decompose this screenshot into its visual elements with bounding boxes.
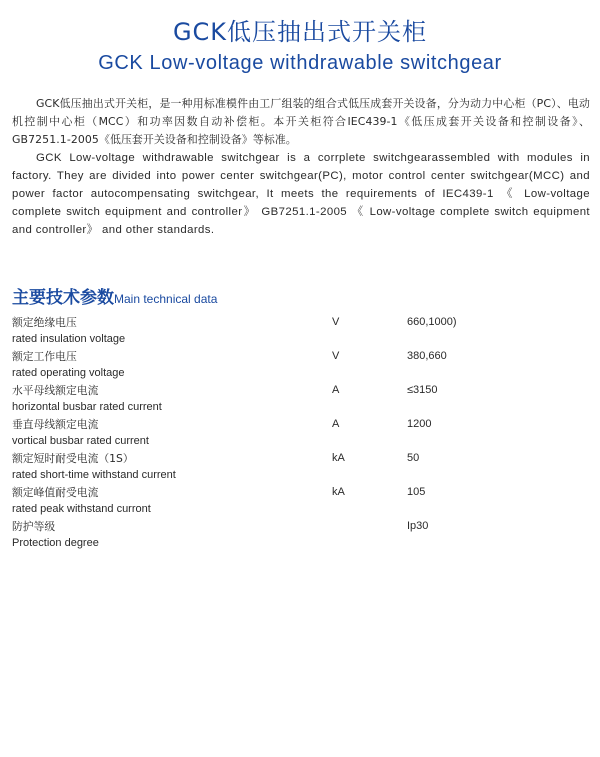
param-name-chinese: 额定工作电压	[12, 350, 77, 363]
param-value: 660,1000)	[407, 316, 457, 328]
param-name-chinese: 水平母线额定电流	[12, 384, 99, 397]
technical-heading-chinese: 主要技术参数	[12, 288, 114, 308]
param-row-insulation-voltage	[0, 314, 600, 348]
param-name	[12, 416, 149, 450]
param-unit: kA	[332, 452, 345, 464]
technical-heading-english: Main technical data	[114, 292, 218, 306]
param-row-peak-withstand-current	[0, 484, 600, 518]
param-name-chinese: 防护等级	[12, 520, 56, 533]
param-unit: A	[332, 418, 340, 430]
param-value: 380,660	[407, 350, 447, 362]
param-name-chinese: 额定峰值耐受电流	[12, 486, 99, 499]
intro-paragraph-english: GCK Low-voltage withdrawable switchgear is a corrplete switchgearassembled with modules in factory. They are divided into power center switchgear(PC), motor control center switchgear(MCC) and power factor autocompensating switchgear, It meets the requirements of IEC439-1 《 Low-voltage complete switch equipment and controller》 GB7251.1-2005 《 Low-voltage complete switch equipment and controller》 and other standards.	[12, 152, 590, 236]
intro-section	[12, 95, 590, 239]
page-title-chinese: GCK低压抽出式开关柜	[172, 18, 428, 46]
param-value: 1200	[407, 418, 432, 430]
page-title-english: GCK Low-voltage withdrawable switchgear	[98, 52, 502, 74]
param-value: ≤3150	[407, 384, 438, 396]
param-row-vertical-busbar-current	[0, 416, 600, 450]
param-value: 50	[407, 452, 420, 464]
param-name	[12, 314, 125, 348]
param-name-english: Protection degree	[12, 537, 99, 549]
param-name	[12, 348, 125, 382]
param-name	[12, 450, 176, 484]
param-value: Ip30	[407, 520, 429, 532]
param-name	[12, 484, 151, 518]
param-unit: kA	[332, 486, 345, 498]
param-value: 105	[407, 486, 426, 498]
param-name-chinese: 额定绝缘电压	[12, 316, 77, 329]
param-unit: V	[332, 350, 340, 362]
param-name-english: rated short-time withstand current	[12, 469, 176, 481]
technical-data-heading	[12, 283, 217, 308]
param-name-chinese: 额定短时耐受电流（1S）	[12, 452, 134, 465]
param-name-english: rated peak withstand curront	[12, 503, 151, 515]
param-name-english: rated operating voltage	[12, 367, 125, 379]
param-name	[12, 518, 99, 552]
param-unit: A	[332, 384, 340, 396]
param-row-short-time-withstand-current	[0, 450, 600, 484]
param-row-horizontal-busbar-current	[0, 382, 600, 416]
param-name-english: vortical busbar rated current	[12, 435, 149, 447]
param-row-protection-degree	[0, 518, 600, 552]
param-row-operating-voltage	[0, 348, 600, 382]
param-name-english: rated insulation voltage	[12, 333, 126, 345]
param-name-english: horizontal busbar rated current	[12, 401, 162, 413]
param-unit: V	[332, 316, 340, 328]
intro-paragraph-chinese: GCK低压抽出式开关柜，是一种用标准模件由工厂组装的组合式低压成套开关设备，分为动力中心柜（PC）、电动机控制中心柜（MCC）和功率因数自动补偿柜。本开关柜符合IEC439-1《低压成套开关设备和控制设备》、GB7251.1-2005《低压套开关设备和控制设备》等标准。	[12, 97, 590, 146]
param-name	[12, 382, 162, 416]
param-name-chinese: 垂直母线额定电流	[12, 418, 99, 431]
